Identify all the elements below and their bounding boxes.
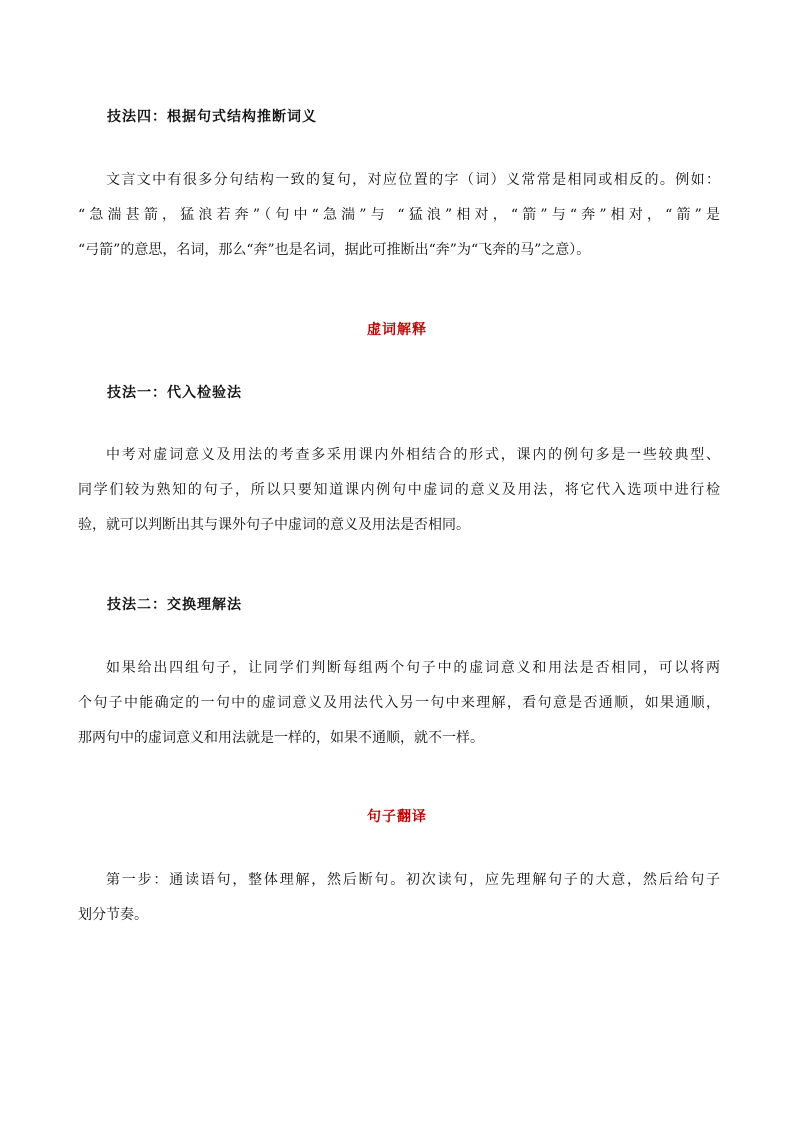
paragraph-line: 划分节奏。 [78,907,148,923]
paragraph-line: 如果给出四组句子，让同学们判断每组两个句子中的虚词意义和用法是否相同，可以将两 [106,660,720,676]
heading-technique-four: 技法四：根据句式结构推断词义 [107,109,317,125]
paragraph-line: 那两句中的虚词意义和用法就是一样的，如果不通顺，就不一样。 [78,730,484,746]
section-title-sentence-translation: 句子翻译 [367,809,427,825]
paragraph-line: “急湍甚箭，猛浪若奔”（句中“急湍”与 “猛浪”相对，“箭”与“奔”相对，“箭”是 [78,207,720,223]
paragraph-technique-one [78,438,720,543]
paragraph-line: 第一步：通读语句，整体理解，然后断句。初次读句，应先理解句子的大意，然后给句子 [106,872,720,888]
paragraph-line: “弓箭”的意思，名词，那么“奔”也是名词，据此可推断出“奔”为“飞奔的马”之意）。 [78,242,591,258]
paragraph-line: 同学们较为熟知的句子，所以只要知道课内例句中虚词的意义及用法，将它代入选项中进行检 [78,482,720,498]
paragraph-line: 验，就可以判断出其与课外句子中虚词的意义及用法是否相同。 [78,517,470,533]
paragraph-line: 中考对虚词意义及用法的考查多采用课内外相结合的形式，课内的例句多是一些较典型、 [106,447,720,463]
paragraph-technique-two [78,651,720,756]
paragraph-step-one [78,863,720,933]
paragraph-line: 文言文中有很多分句结构一致的复句，对应位置的字（词）义常常是相同或相反的。例如： [106,172,720,188]
heading-technique-two: 技法二：交换理解法 [107,597,242,613]
heading-technique-one: 技法一：代入检验法 [107,385,242,401]
paragraph-line: 个句子中能确定的一句中的虚词意义及用法代入另一句中来理解，看句意是否通顺，如果通顺， [78,695,720,711]
paragraph-technique-four [78,163,720,268]
section-title-function-words: 虚词解释 [367,322,427,338]
